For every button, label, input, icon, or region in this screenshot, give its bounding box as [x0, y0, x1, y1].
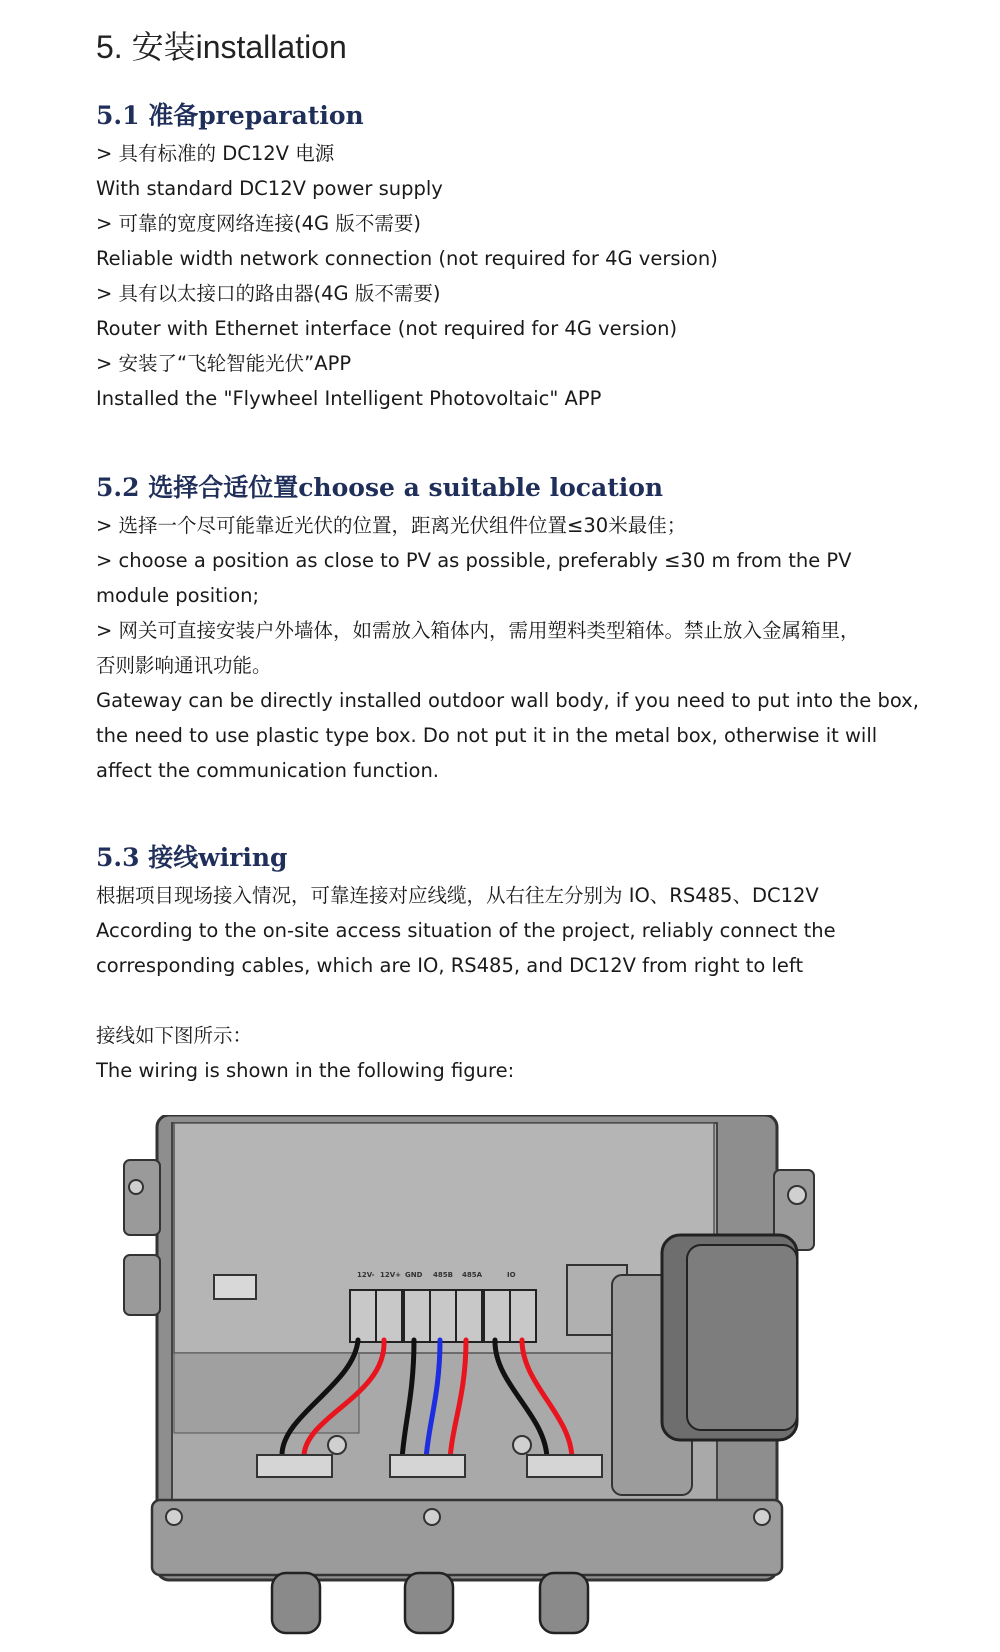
paragraph-line: > 网关可直接安装户外墙体，如需放入箱体内，需用塑料类型箱体。禁止放入金属箱里， [96, 619, 860, 642]
terminal-label: GND [405, 1271, 423, 1279]
paragraph-line: > choose a position as close to PV as possible, preferably ≤30 m from the PV [96, 549, 852, 572]
page-title: 5. 安装installation [96, 29, 347, 65]
paragraph-line: Installed the "Flywheel Intelligent Photovoltaic" APP [96, 387, 602, 410]
section-heading-wiring: 5.3 接线wiring [96, 843, 288, 872]
paragraph-line: 根据项目现场接入情况，可靠连接对应线缆，从右往左分别为 IO、RS485、DC12V [96, 884, 819, 907]
board-step [174, 1353, 359, 1433]
external-cable-gland [272, 1573, 320, 1633]
terminal-label: 12V- [357, 1271, 375, 1279]
cable-gland-clamp [390, 1455, 465, 1477]
screw-icon [166, 1509, 182, 1525]
screw-icon [788, 1186, 806, 1204]
terminal-label: 12V+ [380, 1271, 402, 1279]
wiring-diagram-figure [122, 1115, 852, 1640]
screw-icon [513, 1436, 531, 1454]
paragraph-line: According to the on-site access situation of the project, reliably connect the [96, 919, 836, 942]
screw-icon [328, 1436, 346, 1454]
enclosure-bottom-rail [152, 1500, 782, 1575]
left-mount-ear-bottom [124, 1255, 160, 1315]
cable-gland-clamp [257, 1455, 332, 1477]
external-cable-gland [405, 1573, 453, 1633]
cable-gland-clamp [527, 1455, 602, 1477]
paragraph-line: Router with Ethernet interface (not required for 4G version) [96, 317, 678, 340]
paragraph-line: affect the communication function. [96, 759, 440, 782]
terminal-label: 485B [433, 1271, 453, 1279]
paragraph-line: > 选择一个尽可能靠近光伏的位置，距离光伏组件位置≤30米最佳； [96, 514, 687, 537]
paragraph-line: the need to use plastic type box. Do not put it in the metal box, otherwise it will [96, 724, 878, 747]
terminal-label: IO [507, 1271, 516, 1279]
gateway-enclosure-illustration [122, 1115, 852, 1640]
paragraph-line: Gateway can be directly installed outdoor wall body, if you need to put into the box, [96, 689, 919, 712]
section-heading-preparation: 5.1 准备preparation [96, 101, 364, 130]
paragraph-line: The wiring is shown in the following figure: [96, 1059, 515, 1082]
paragraph-line: 否则影响通讯功能。 [96, 654, 272, 677]
antenna-connector-face [687, 1245, 797, 1430]
paragraph-line: > 安装了“飞轮智能光伏”APP [96, 352, 352, 375]
left-mount-ear-top [124, 1160, 160, 1235]
screw-icon [129, 1180, 143, 1194]
paragraph-line: 接线如下图所示： [96, 1024, 253, 1047]
external-cable-gland [540, 1573, 588, 1633]
paragraph-line: Reliable width network connection (not required for 4G version) [96, 247, 718, 270]
paragraph-line: With standard DC12V power supply [96, 177, 443, 200]
screw-icon [424, 1509, 440, 1525]
section-heading-location: 5.2 选择合适位置choose a suitable location [96, 473, 664, 502]
terminal-block [350, 1290, 536, 1342]
paragraph-line: corresponding cables, which are IO, RS485, and DC12V from right to left [96, 954, 804, 977]
led-component [214, 1275, 256, 1299]
paragraph-line: module position; [96, 584, 260, 607]
screw-icon [754, 1509, 770, 1525]
terminal-label: 485A [462, 1271, 483, 1279]
paragraph-line: > 具有标准的 DC12V 电源 [96, 142, 335, 165]
paragraph-line: > 可靠的宽度网络连接(4G 版不需要) [96, 212, 421, 235]
paragraph-line: > 具有以太接口的路由器(4G 版不需要) [96, 282, 441, 305]
